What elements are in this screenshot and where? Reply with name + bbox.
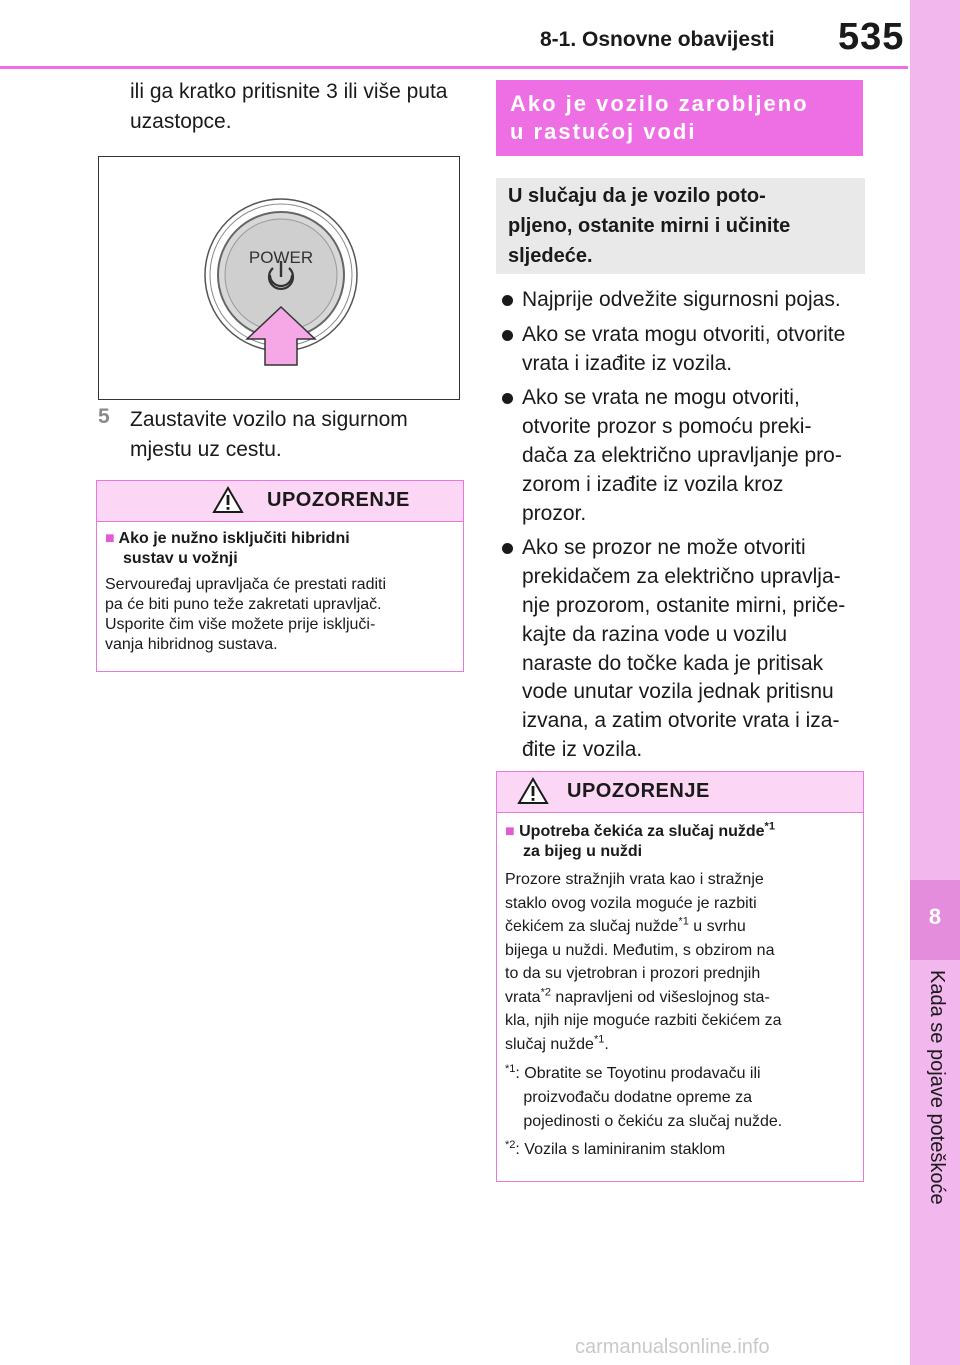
list-item-line: otvorite prozor s pomoću preki- bbox=[522, 415, 812, 439]
power-label: POWER bbox=[248, 248, 314, 267]
warning-header bbox=[97, 481, 463, 522]
list-item-line: Najprije odvežite sigurnosni pojas. bbox=[522, 288, 841, 311]
section-title: 8-1. Osnovne obavijesti bbox=[540, 28, 775, 51]
footnote-ref: *1 bbox=[593, 1033, 605, 1046]
chapter-number: 8 bbox=[928, 904, 942, 929]
warning-body-line: staklo ovog vozila moguće je razbiti bbox=[505, 894, 757, 912]
warning-body-line: Usporite čim više možete prije isključi- bbox=[105, 616, 376, 633]
warning-triangle-icon bbox=[517, 777, 549, 805]
warning-body-line: pa će biti puno teže zakretati upravljač. bbox=[105, 596, 382, 613]
intro-text bbox=[130, 77, 460, 137]
power-button-illustration bbox=[99, 157, 459, 398]
list-item-line: nje prozorom, ostanite mirni, priče- bbox=[522, 593, 846, 617]
section-banner bbox=[496, 80, 863, 156]
banner-line: Ako je vozilo zarobljeno bbox=[510, 91, 809, 116]
warning-body-line: vanja hibridnog sustava. bbox=[105, 636, 278, 653]
list-item-line: Ako se vrata ne mogu otvoriti, bbox=[522, 386, 800, 410]
list-item-line: izvana, a zatim otvorite vrata i iza- bbox=[522, 709, 840, 733]
warning-body-line: Prozore stražnjih vrata kao i stražnje bbox=[505, 871, 764, 888]
warning-body-line: bijega u nuždi. Međutim, s obzirom na bbox=[505, 941, 775, 959]
footnote-line: : Vozila s laminiranim staklom bbox=[515, 1141, 726, 1158]
summary-line: pljeno, ostanite mirni i učinite bbox=[508, 215, 791, 237]
list-item bbox=[496, 384, 876, 528]
list-item-line: Ako se vrata mogu otvoriti, otvorite bbox=[522, 322, 846, 346]
warning-body-line: vrata$^{*2}$ napravljeni od višeslojnog sta- bbox=[505, 986, 770, 1006]
list-item bbox=[496, 534, 876, 764]
bullet-list bbox=[496, 280, 876, 765]
page-number: 535 bbox=[838, 16, 905, 58]
warning-body-line: kla, njih nije moguće razbiti čekićem za bbox=[505, 1012, 782, 1029]
warning-subtitle-line: sustav u vožnji bbox=[123, 550, 238, 567]
warning-header bbox=[497, 772, 863, 813]
warning-body-line: Servouređaj upravljača će prestati raditi bbox=[105, 576, 387, 593]
banner-line: u rastućoj vodi bbox=[510, 119, 697, 144]
warning-title: UPOZORENJE bbox=[567, 780, 710, 802]
list-item-line: dača za električno upravljanje pro- bbox=[522, 443, 842, 467]
power-button-figure bbox=[98, 156, 460, 400]
list-item bbox=[496, 321, 876, 379]
warning-box-left bbox=[96, 480, 464, 672]
bullet-dot-icon bbox=[502, 393, 513, 404]
footnote-line: proizvođaču dodatne opreme za bbox=[523, 1089, 752, 1106]
chapter-title: Kada se pojave poteškoće bbox=[926, 970, 948, 1205]
step-line: mjestu uz cestu. bbox=[130, 438, 282, 461]
list-item-line: Ako se prozor ne može otvoriti bbox=[522, 536, 806, 560]
footnote-ref: *1 bbox=[678, 915, 689, 928]
warning-body-line: čekićem za slučaj nužde$^{*1}$ u svrhu bbox=[505, 915, 746, 935]
list-item-line: vrata i izađite iz vozila. bbox=[522, 351, 733, 375]
summary-line: U slučaju da je vozilo poto- bbox=[508, 185, 766, 207]
bullet-dot-icon bbox=[502, 295, 513, 306]
step-text bbox=[130, 405, 460, 465]
list-item-line: prozor. bbox=[522, 501, 587, 525]
square-bullet-icon: ■ bbox=[105, 530, 115, 547]
warning-body-line: to da su vjetrobran i prozori prednjih bbox=[505, 965, 761, 982]
warning-subtitle bbox=[505, 822, 857, 862]
intro-line: uzastopce. bbox=[130, 110, 232, 133]
step-number: 5 bbox=[98, 405, 110, 428]
warning-title: UPOZORENJE bbox=[267, 489, 410, 511]
warning-body bbox=[105, 575, 457, 655]
header-rule bbox=[0, 66, 908, 69]
warning-triangle-icon bbox=[212, 486, 244, 514]
list-item-line: prekidačem za električno upravlja- bbox=[522, 565, 841, 589]
footnote bbox=[505, 1062, 857, 1162]
list-item-line: kajte da razina vode u vozilu bbox=[522, 622, 787, 646]
warning-body-line: slučaj nužde$^{*1}$. bbox=[505, 1033, 609, 1053]
warning-subtitle-line: Upotreba čekića za slučaj nužde bbox=[519, 823, 765, 840]
footnote-ref: *1 bbox=[764, 820, 775, 833]
bullet-dot-icon bbox=[502, 330, 513, 341]
footnote-ref: *2 bbox=[540, 986, 551, 999]
intro-line: ili ga kratko pritisnite 3 ili više puta bbox=[130, 80, 448, 103]
list-item-line: naraste do točke kada je pritisak bbox=[522, 651, 824, 675]
square-bullet-icon: ■ bbox=[505, 823, 515, 840]
list-item-line: vode unutar vozila jednak pritisnu bbox=[522, 680, 834, 704]
list-item-line: zorom i izađite iz vozila kroz bbox=[522, 472, 784, 496]
step-line: Zaustavite vozilo na sigurnom bbox=[130, 408, 408, 431]
footnote-mark: *1 bbox=[505, 1063, 516, 1075]
list-item-line: đite iz vozila. bbox=[522, 737, 643, 761]
intro-summary-box bbox=[496, 178, 865, 274]
watermark: carmanualsonline.info bbox=[575, 1336, 770, 1358]
bullet-dot-icon bbox=[502, 543, 513, 554]
warning-subtitle-line: Ako je nužno isključiti hibridni bbox=[118, 530, 350, 547]
list-item bbox=[496, 286, 876, 315]
summary-line: sljedeće. bbox=[508, 245, 593, 267]
warning-body bbox=[505, 868, 857, 1056]
warning-box-right bbox=[496, 771, 864, 1182]
footnote-line: pojedinosti o čekiću za slučaj nužde. bbox=[523, 1113, 783, 1130]
footnote-line: : Obratite se Toyotinu prodavaču ili bbox=[515, 1065, 761, 1082]
footnote-mark: *2 bbox=[505, 1139, 516, 1151]
warning-subtitle bbox=[105, 529, 457, 569]
warning-subtitle-line: za bijeg u nuždi bbox=[523, 843, 643, 860]
